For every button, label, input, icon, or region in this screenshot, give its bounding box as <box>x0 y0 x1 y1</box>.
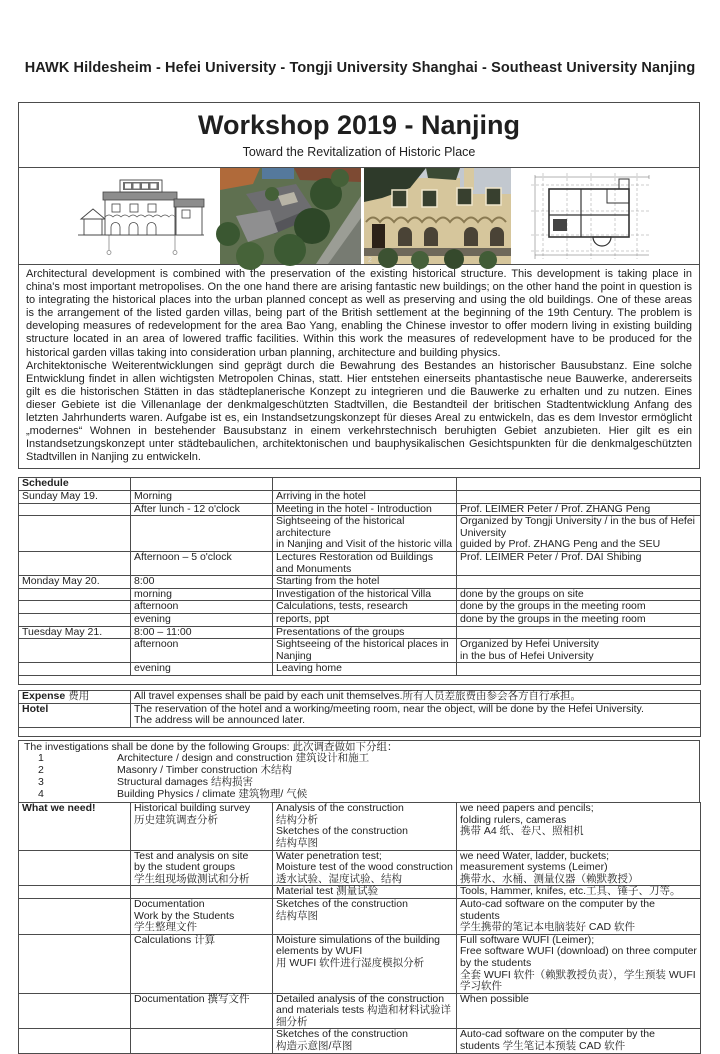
table-row <box>19 639 701 663</box>
cell-activity: Investigation of the historical Villa <box>273 588 457 601</box>
cell-notes: Prof. LEIMER Peter / Prof. ZHANG Peng <box>457 503 701 516</box>
table-row <box>19 993 701 1029</box>
elevation-drawing-image <box>62 173 217 259</box>
group-label: Architecture / design and construction 建筑设计和施工 <box>117 752 370 765</box>
cell-time: 8:00 <box>131 576 273 589</box>
cell-time: afternoon <box>131 639 273 663</box>
cell-day: Sunday May 19. <box>19 491 131 504</box>
cell-task: Test and analysis on site by the student groups 学生组现场做测试和分析 <box>131 850 273 886</box>
hotel-row <box>19 703 701 727</box>
groups-intro: The investigations shall be done by the following Groups: 此次调查做如下分组： <box>24 740 398 753</box>
table-row <box>19 588 701 601</box>
cell-notes <box>457 626 701 639</box>
hotel-label-cell <box>19 703 131 727</box>
expense-row <box>19 690 701 703</box>
cell-task: Documentation Work by the Students 学生整理文件 <box>131 898 273 934</box>
table-row <box>19 886 701 899</box>
cell-notes: Organized by Tongji University / in the bus of Hefei University guided by Prof. ZHANG Peng and the SEU <box>457 516 701 552</box>
schedule-header-row <box>19 478 701 491</box>
cell-materials: we need Water, ladder, buckets; measurement systems (Leimer) 携带水、水桶、测量仪器（赖默教授） <box>457 850 701 886</box>
cell-day <box>19 663 131 676</box>
cell-activity: reports, ppt <box>273 613 457 626</box>
cell-detail: Moisture simulations of the building elements by WUFI 用 WUFI 软件进行湿度模拟分析 <box>273 934 457 993</box>
cell-activity: Presentations of the groups <box>273 626 457 639</box>
cell-day <box>19 613 131 626</box>
expense-label: Expense <box>22 689 66 702</box>
cell-activity: Arriving in the hotel <box>273 491 457 504</box>
cell-detail: Material test 测量试验 <box>273 886 457 899</box>
cell-time: morning <box>131 588 273 601</box>
table-row <box>19 491 701 504</box>
table-row <box>19 663 701 676</box>
table-row <box>19 503 701 516</box>
cell-detail: Detailed analysis of the construction and materials tests 构造和材料试验详细分析 <box>273 993 457 1029</box>
cell-day <box>19 551 131 575</box>
cell-task: Documentation 撰写文件 <box>131 993 273 1029</box>
cell-time: evening <box>131 663 273 676</box>
villa-photo-image <box>364 168 511 264</box>
group-label: Masonry / Timber construction 木结构 <box>117 764 293 777</box>
cell-activity: Sightseeing of the historical places in Nanjing <box>273 639 457 663</box>
group-label: Building Physics / climate 建筑物理/ 气候 <box>117 787 308 800</box>
cell-activity: Meeting in the hotel - Introduction <box>273 503 457 516</box>
cell-notes <box>457 663 701 676</box>
empty-spacer-row <box>19 675 701 684</box>
what-we-need-table <box>18 802 701 1053</box>
group-label: Structural damages 结构损害 <box>117 775 253 788</box>
cell-time: Afternoon – 5 o'clock <box>131 551 273 575</box>
cell-notes: done by the groups in the meeting room <box>457 601 701 614</box>
table-row <box>19 613 701 626</box>
table-row <box>19 576 701 589</box>
group-number: 1 <box>38 752 44 765</box>
schedule-table <box>18 477 701 685</box>
table-row <box>19 1029 701 1053</box>
list-item <box>24 777 695 789</box>
expense-text: All travel expenses shall be paid by each unit themselves.所有人员差旅费由参会各方自行承担。 <box>131 690 701 703</box>
schedule-header-cell: Schedule <box>19 478 131 491</box>
group-number: 3 <box>38 775 44 788</box>
cell-time: 8:00 – 11:00 <box>131 626 273 639</box>
cell-time: Morning <box>131 491 273 504</box>
cell-activity: Sightseeing of the historical architecture in Nanjing and Visit of the historic villa <box>273 516 457 552</box>
group-number: 4 <box>38 787 44 800</box>
cell-notes: done by the groups on site <box>457 588 701 601</box>
cell-notes <box>457 576 701 589</box>
table-row <box>19 551 701 575</box>
cell-day: Tuesday May 21. <box>19 626 131 639</box>
workshop-subtitle: Toward the Revitalization of Historic Place <box>242 145 476 159</box>
cell-notes <box>457 491 701 504</box>
universities-header: HAWK Hildesheim - Hefei University - Tongji University Shanghai - Southeast University Nanjing <box>24 60 696 76</box>
empty-spacer-row <box>19 727 701 736</box>
cell-notes: done by the groups in the meeting room <box>457 613 701 626</box>
images-strip <box>18 167 700 265</box>
cell-detail: Sketches of the construction 结构草图 <box>273 898 457 934</box>
group-number: 2 <box>38 764 44 777</box>
floor-plan-image <box>523 171 656 261</box>
list-item <box>24 789 695 801</box>
cell-activity: Starting from the hotel <box>273 576 457 589</box>
cell-materials: When possible <box>457 993 701 1029</box>
cell-detail: Water penetration test; Moisture test of the wood construction 透水试验、湿度试验、结构 <box>273 850 457 886</box>
table-row <box>19 803 701 850</box>
cell-task <box>131 1029 273 1053</box>
table-row <box>19 934 701 993</box>
cell-day <box>19 588 131 601</box>
cell-time: evening <box>131 613 273 626</box>
table-row <box>19 898 701 934</box>
cell-time: After lunch - 12 o'clock <box>131 503 273 516</box>
svg-text:2: 2 <box>368 257 372 264</box>
cell-day <box>19 503 131 516</box>
cell-activity: Leaving home <box>273 663 457 676</box>
cell-detail: Analysis of the construction 结构分析 Sketches of the construction 结构草图 <box>273 803 457 850</box>
cell-task: Calculations 计算 <box>131 934 273 993</box>
table-row <box>19 516 701 552</box>
hotel-text: The reservation of the hotel and a working/meeting room, near the object, will be done by the Hefei University. The address will be announced later. <box>131 703 701 727</box>
table-row <box>19 601 701 614</box>
introduction-text <box>18 264 700 469</box>
cell-time <box>131 516 273 552</box>
aerial-photo-image <box>220 168 361 264</box>
workshop-title: Workshop 2019 - Nanjing <box>197 110 521 140</box>
cell-detail: Sketches of the construction 构造示意图/草图 <box>273 1029 457 1053</box>
cell-notes: Organized by Hefei University in the bus of Hefei University <box>457 639 701 663</box>
expense-label-cell <box>19 690 131 703</box>
cell-time: afternoon <box>131 601 273 614</box>
needs-header-cell: What we need! <box>19 803 131 850</box>
cell-materials: Tools, Hammer, knifes, etc.工具、锤子、刀等。 <box>457 886 701 899</box>
cell-day: Monday May 20. <box>19 576 131 589</box>
cell-notes: Prof. LEIMER Peter / Prof. DAI Shibing <box>457 551 701 575</box>
cell-materials: Auto-cad software on the computer by the students 学生携带的笔记本电脑装好 CAD 软件 <box>457 898 701 934</box>
cell-day <box>19 601 131 614</box>
cell-materials: Auto-cad software on the computer by the students 学生笔记本预装 CAD 软件 <box>457 1029 701 1053</box>
cell-activity: Calculations, tests, research <box>273 601 457 614</box>
cell-day <box>19 639 131 663</box>
cell-activity: Lectures Restoration od Buildings and Monuments <box>273 551 457 575</box>
hotel-label: Hotel <box>22 702 49 715</box>
cell-day <box>19 516 131 552</box>
investigation-groups-box <box>18 740 700 804</box>
expense-label-zh: 费用 <box>68 689 90 702</box>
cell-materials: Full software WUFI (Leimer); Free software WUFI (download) on three computer by the students 全套 WUFI 软件（赖默教授负责），学生预装 WUFI 学习软件 <box>457 934 701 993</box>
cell-materials: we need papers and pencils; folding rulers, cameras 携带 A4 纸、卷尺、照相机 <box>457 803 701 850</box>
intro-paragraph-english: Architectural development is combined with the preservation of the existing historical structure. This development is taking place in china's most important metropolises. On the one hand there are arising fantastic new buildings; on the other hand the point in question is to integrating the historical places into the urban planned concept as well as preserving and using the old buildings. One of these areas is the arrangement of the listed garden villas, being part of the British settlement at the beginning of the 19th Century. The problem is developing measures of redevelopment for the area Bao Yang, enabling the Chinese investor to offer modern living in existing building structure located in an area of lowered traffic facilities. Within this work the measures of redevelopment have to be produced for the historical garden villas taking into consideration urban planning, architecture and building physics. <box>26 268 692 359</box>
title-box <box>18 102 700 168</box>
cell-task <box>131 886 273 899</box>
cell-task: Historical building survey 历史建筑调查分析 <box>131 803 273 850</box>
intro-paragraph-german: Architektonische Weiterentwicklungen sind geprägt durch die Bewahrung des Bestandes an historischer Bausubstanz. Eine solche Entwicklung findet in allen wichtigsten Metropolen Chinas, statt. Hier entstehen einerseits phantastische neue Bauwerke, andererseits gilt es die historischen Stätten in das städteplanerische Konzept zu integrieren und die Bauwerke zu erhalten und zu nutzen. Eines dieser Gebiete ist die Villenanlage der denkmalgeschützten Stadtvillen, die Bestandteil der britischen Stadtentwicklung Anfang des letzten Jahrhunderts waren. Aufgabe ist es, ein Instandsetzungskonzept für dieses Areal zu entwickeln, das es dem Investor ermöglicht „modernes“ Wohnen in bestehender Bausubstanz in einem verkehrstechnisch beruhigten Gebiet anzubieten. Hier gilt es ein Instandsetzungskonzept unter städtebaulichen, architektonischen und bauphysikalischen Gesichtspunkten für die denkmalgeschützten Stadtvillen in Nanjing zu entwickeln. <box>26 359 692 464</box>
table-row <box>19 850 701 886</box>
table-row <box>19 626 701 639</box>
logistics-table <box>18 690 701 737</box>
